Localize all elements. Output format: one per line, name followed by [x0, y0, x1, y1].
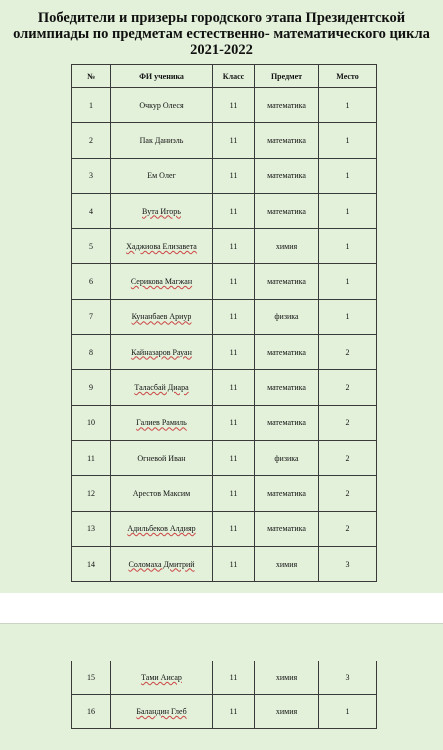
cell-student-name: [111, 158, 213, 193]
student-name-text: Адильбеков Алдияр: [127, 524, 196, 534]
cell-subject: математика: [255, 511, 319, 546]
cell-student-name: [111, 370, 213, 405]
cell-student-grade: 11: [213, 695, 255, 729]
cell-student-grade: 11: [213, 158, 255, 193]
cell-row-number: 10: [72, 405, 111, 440]
table-header-row: [72, 65, 377, 88]
cell-student-grade: 11: [213, 335, 255, 370]
table-row: [72, 440, 377, 475]
header-place: Место: [319, 65, 377, 88]
cell-row-number: 5: [72, 229, 111, 264]
cell-row-number: 4: [72, 193, 111, 228]
cell-student-name: [111, 511, 213, 546]
cell-row-number: 9: [72, 370, 111, 405]
cell-student-grade: 11: [213, 476, 255, 511]
cell-place: 2: [319, 335, 377, 370]
title-line-3: 2021-2022: [190, 42, 253, 58]
cell-student-name: [111, 661, 213, 695]
table-row: [72, 158, 377, 193]
cell-subject: математика: [255, 405, 319, 440]
table-body-page-1: [72, 88, 377, 582]
cell-place: 1: [319, 695, 377, 729]
table-row: [72, 695, 377, 729]
cell-row-number: 8: [72, 335, 111, 370]
cell-subject: математика: [255, 476, 319, 511]
cell-student-grade: 11: [213, 264, 255, 299]
student-name-text: Тами Аисар: [141, 673, 182, 682]
winners-table: [71, 64, 377, 582]
student-name-text: Серикова Магжан: [130, 277, 193, 287]
student-name-text: Очкур Олеся: [139, 100, 184, 110]
table-row: [72, 405, 377, 440]
table-row: [72, 546, 377, 581]
student-name-text: Баландин Глеб: [136, 707, 187, 716]
cell-student-name: [111, 546, 213, 581]
cell-student-grade: 11: [213, 661, 255, 695]
cell-student-grade: 11: [213, 229, 255, 264]
cell-place: 2: [319, 370, 377, 405]
student-name-text: Огневой Иван: [137, 453, 186, 463]
student-name-text: Вута Игорь: [142, 206, 181, 216]
cell-subject: химия: [255, 546, 319, 581]
cell-place: 1: [319, 193, 377, 228]
cell-subject: физика: [255, 299, 319, 334]
cell-student-name: [111, 440, 213, 475]
title-line-1: Победители и призеры городского этапа Президентской: [37, 10, 406, 26]
table-row: [72, 335, 377, 370]
student-name-text: Галиев Рамиль: [136, 418, 187, 428]
cell-subject: математика: [255, 370, 319, 405]
cell-row-number: 2: [72, 123, 111, 158]
table-row: [72, 88, 377, 123]
cell-row-number: 13: [72, 511, 111, 546]
cell-place: 2: [319, 405, 377, 440]
cell-subject: математика: [255, 88, 319, 123]
table-row: [72, 511, 377, 546]
cell-place: 1: [319, 158, 377, 193]
cell-student-name: [111, 476, 213, 511]
cell-place: 1: [319, 299, 377, 334]
student-name-text: Кунанбаев Ариур: [131, 312, 192, 322]
table-row: [72, 123, 377, 158]
cell-row-number: 6: [72, 264, 111, 299]
cell-student-name: [111, 193, 213, 228]
cell-student-grade: 11: [213, 370, 255, 405]
header-number: №: [72, 65, 111, 88]
cell-place: 3: [319, 661, 377, 695]
table-row: [72, 193, 377, 228]
student-name-text: Таласбай Диара: [134, 383, 189, 393]
cell-place: 2: [319, 440, 377, 475]
cell-place: 1: [319, 88, 377, 123]
document-title: [0, 10, 443, 58]
cell-subject: химия: [255, 661, 319, 695]
student-name-text: Ем Олег: [147, 171, 176, 181]
winners-table-continued: [71, 661, 377, 729]
table-row: [72, 299, 377, 334]
cell-place: 2: [319, 476, 377, 511]
cell-student-name: [111, 123, 213, 158]
cell-student-name: [111, 229, 213, 264]
header-subject: Предмет: [255, 65, 319, 88]
table-row: [72, 370, 377, 405]
cell-place: 1: [319, 123, 377, 158]
cell-row-number: 1: [72, 88, 111, 123]
cell-student-grade: 11: [213, 546, 255, 581]
title-line-2: олимпиады по предметам естественно- математического цикла: [13, 26, 430, 42]
student-name-text: Хаджиова Елизавета: [126, 241, 197, 251]
cell-student-grade: 11: [213, 123, 255, 158]
cell-student-grade: 11: [213, 88, 255, 123]
header-name: ФИ ученика: [111, 65, 213, 88]
cell-subject: химия: [255, 229, 319, 264]
cell-student-grade: 11: [213, 440, 255, 475]
cell-subject: математика: [255, 123, 319, 158]
cell-subject: математика: [255, 193, 319, 228]
cell-student-grade: 11: [213, 405, 255, 440]
cell-row-number: 3: [72, 158, 111, 193]
student-name-text: Арестов Максим: [132, 488, 191, 498]
table-row: [72, 229, 377, 264]
cell-row-number: 7: [72, 299, 111, 334]
table-row: [72, 264, 377, 299]
student-name-text: Соломаха Дмитрий: [128, 559, 195, 569]
cell-row-number: 11: [72, 440, 111, 475]
cell-place: 1: [319, 264, 377, 299]
student-name-text: Пак Даниэль: [139, 135, 184, 145]
cell-subject: математика: [255, 264, 319, 299]
cell-subject: математика: [255, 158, 319, 193]
cell-student-name: [111, 335, 213, 370]
student-name-text: Кайназаров Рауан: [131, 347, 192, 357]
cell-student-grade: 11: [213, 511, 255, 546]
cell-subject: физика: [255, 440, 319, 475]
cell-place: 2: [319, 511, 377, 546]
cell-student-name: [111, 299, 213, 334]
cell-place: 1: [319, 229, 377, 264]
table-row: [72, 661, 377, 695]
table-row: [72, 476, 377, 511]
cell-place: 3: [319, 546, 377, 581]
cell-student-name: [111, 88, 213, 123]
cell-subject: математика: [255, 335, 319, 370]
cell-row-number: 16: [72, 695, 111, 729]
cell-student-name: [111, 264, 213, 299]
cell-row-number: 14: [72, 546, 111, 581]
cell-student-grade: 11: [213, 299, 255, 334]
header-grade: Класс: [213, 65, 255, 88]
cell-subject: химия: [255, 695, 319, 729]
page-break: [0, 593, 443, 624]
cell-student-name: [111, 695, 213, 729]
cell-row-number: 15: [72, 661, 111, 695]
cell-row-number: 12: [72, 476, 111, 511]
table-body-page-2: [72, 661, 377, 729]
cell-student-grade: 11: [213, 193, 255, 228]
cell-student-name: [111, 405, 213, 440]
